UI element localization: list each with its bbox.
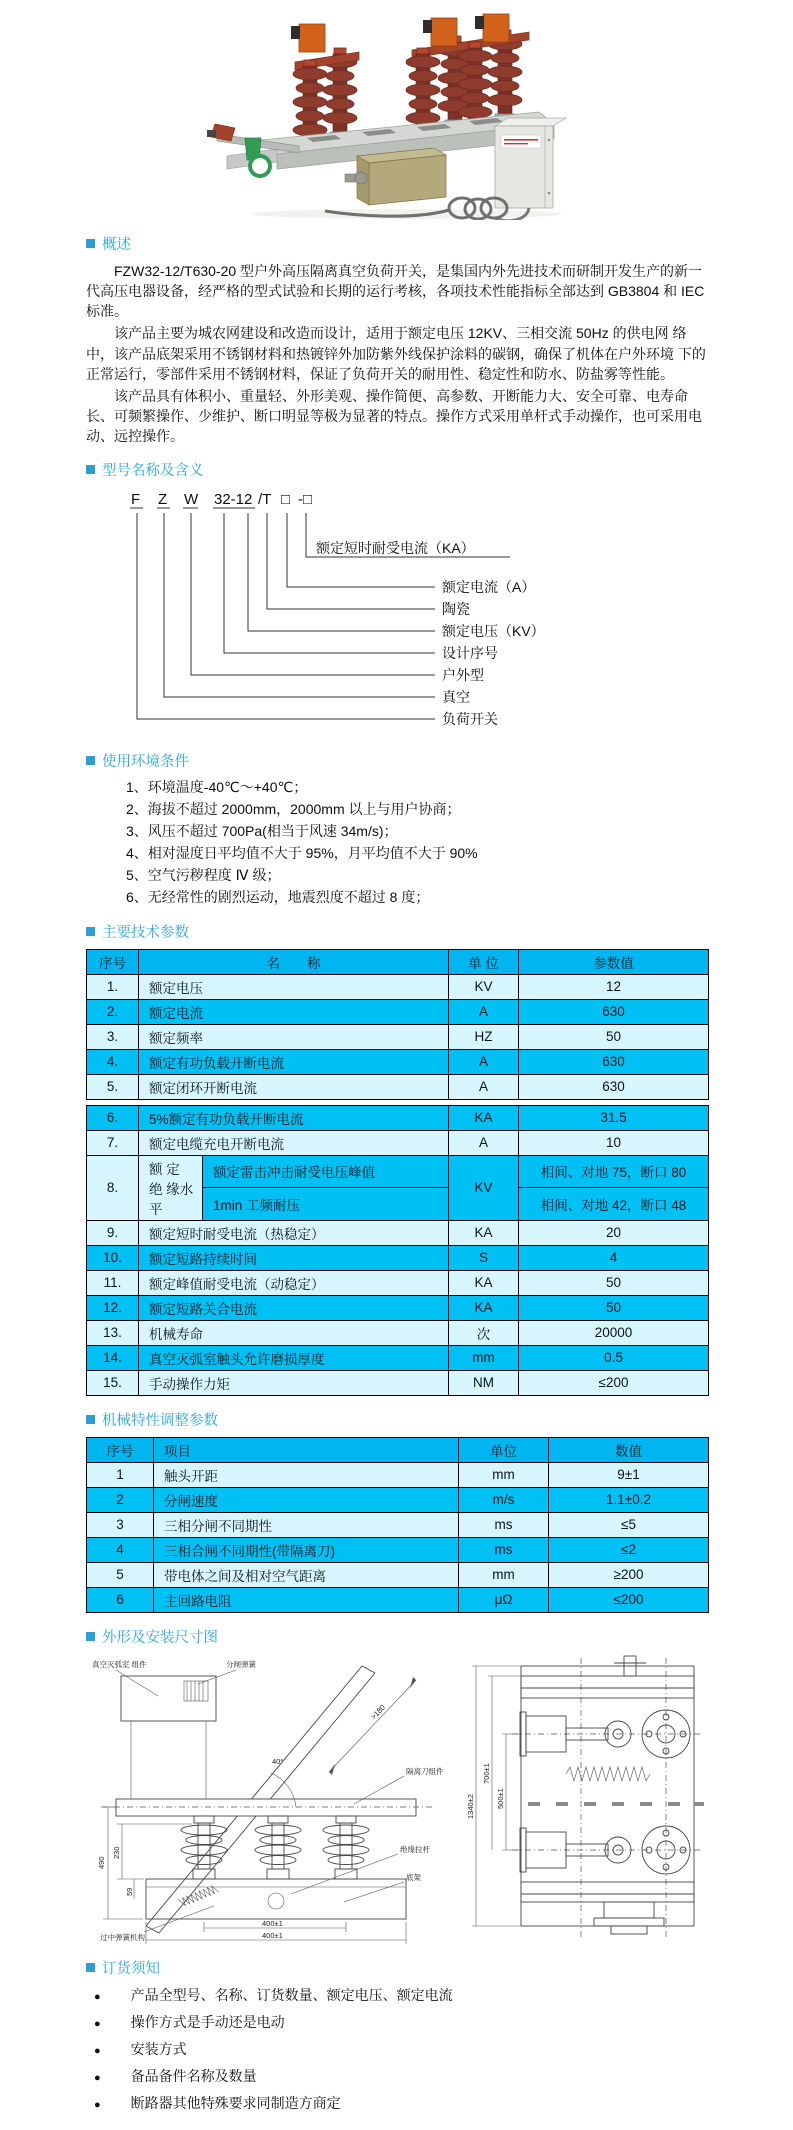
param-value: 1.1±0.2 [549, 1487, 709, 1512]
dimensions-title-text: 外形及安装尺寸图 [102, 1629, 218, 1646]
bullet-icon: ● [94, 2044, 101, 2057]
bullet-icon: ● [94, 1990, 101, 2003]
param-index: 3 [87, 1512, 154, 1537]
param-unit: mm [449, 1345, 519, 1370]
mech-param-row [87, 1537, 709, 1562]
overview-paragraph: 该产品主要为城农网建设和改造而设计，适用于额定电压 12KV、三相交流 50Hz 的供电网 络中，该产品底架采用不锈钢材料和热镀锌外加防紫外线保护涂料的碳钢，确保了机体在户外环境 下的正常运行，零部件采用不锈钢材料，保证了负荷开关的耐用性、稳定性和防水、防盐雾等性能。 [86, 325, 706, 382]
tech-param-row [87, 974, 709, 999]
param-name: 分闸速度 [154, 1487, 459, 1512]
param-name: 5%额定有功负载开断电流 [139, 1105, 449, 1130]
param-value: 相间、对地 42，断口 48 [519, 1188, 709, 1221]
mech-param-row [87, 1462, 709, 1487]
param-value: ≤5 [549, 1512, 709, 1537]
mech-table-header: 单位 [459, 1437, 549, 1462]
section-ordering [86, 1957, 708, 2113]
param-index: 2. [87, 999, 139, 1024]
param-name: 手动操作力矩 [139, 1370, 449, 1395]
model-label: 负荷开关 [442, 711, 498, 728]
param-index: 11. [87, 1270, 139, 1295]
mech-param-row [87, 1487, 709, 1512]
section-marker-icon [86, 1632, 95, 1641]
section-marker-icon [86, 465, 95, 474]
product-photo-area [0, 0, 793, 220]
tech-param-row [87, 1074, 709, 1099]
param-unit: KA [449, 1295, 519, 1320]
environment-list [86, 778, 708, 907]
bullet-icon: ● [94, 2071, 101, 2084]
param-index: 14. [87, 1345, 139, 1370]
model-label: 户外型 [442, 667, 484, 684]
param-index: 2 [87, 1487, 154, 1512]
param-unit: HZ [449, 1024, 519, 1049]
model-label: 额定电流（A） [442, 579, 536, 596]
product-photo [207, 8, 587, 220]
param-unit: A [449, 1130, 519, 1155]
param-unit: KA [449, 1270, 519, 1295]
overview-paragraph: FZW32-12/T630-20 型户外高压隔离真空负荷开关，是集国内外先进技术而研制开发生产的新一代高压电器设备，经严格的型式试验和长期的运行考核，各项技术性能指标全部达到 GB3804 和 IEC 标准。 [86, 263, 705, 320]
param-index: 12. [87, 1295, 139, 1320]
environment-item: 5、空气污秽程度 Ⅳ 级； [126, 866, 281, 883]
param-index: 4 [87, 1537, 154, 1562]
param-name: 三相合闸不同期性(带隔离刀) [154, 1537, 459, 1562]
param-value: 相间、对地 75，断口 80 [519, 1155, 709, 1188]
ordering-item-text: 产品全型号、名称、订货数量、额定电压、额定电流 [130, 1986, 453, 2003]
tech-params-title-text: 主要技术参数 [102, 924, 189, 941]
param-index: 5 [87, 1562, 154, 1587]
param-name: 带电体之间及相对空气距离 [154, 1562, 459, 1587]
tech-param-row [87, 1295, 709, 1320]
param-name: 主回路电阻 [154, 1587, 459, 1612]
dim-diagonal: >180 [368, 1702, 387, 1722]
param-name: 三相分闸不同期性 [154, 1512, 459, 1537]
param-value: 20000 [519, 1320, 709, 1345]
param-name: 额定电压 [139, 974, 449, 999]
tech-param-row [87, 1370, 709, 1395]
param-value: 630 [519, 1049, 709, 1074]
dimension-drawings [86, 1654, 708, 1944]
dim-400: 400±1 [262, 1918, 283, 1928]
overview-title [86, 233, 708, 254]
tech-param-row [87, 1024, 709, 1049]
section-marker-icon [86, 927, 95, 936]
model-code-segment: F [131, 491, 141, 509]
tech-param-row [87, 1320, 709, 1345]
model-label: 陶瓷 [442, 601, 470, 618]
param-value: ≥200 [549, 1562, 709, 1587]
mech-param-row [87, 1587, 709, 1612]
environment-item: 4、相对湿度日平均值不大于 95%，月平均值不大于 90% [126, 845, 478, 862]
section-marker-icon [86, 1963, 95, 1972]
environment-item: 6、无经常性的剧烈运动，地震烈度不超过 8 度； [126, 888, 430, 905]
dim-230: 230 [112, 1846, 121, 1859]
dim-700: 700±1 [482, 1762, 491, 1784]
param-unit: A [449, 1074, 519, 1099]
dim-490: 490 [97, 1856, 106, 1869]
model-label: 额定短时耐受电流（KA） [316, 540, 475, 557]
param-value: 20 [519, 1220, 709, 1245]
part-label-isolating-knife: 隔离刀组件 [406, 1766, 444, 1776]
param-index: 4. [87, 1049, 139, 1074]
param-unit: ms [459, 1537, 549, 1562]
model-code-segment: □ [281, 491, 291, 509]
environment-item: 1、环境温度-40℃～+40℃； [126, 779, 308, 796]
section-mech-params [86, 1409, 708, 1613]
tech-table-header: 参数值 [519, 949, 709, 974]
param-name: 1min 工频耐压 [203, 1188, 449, 1221]
model-label: 额定电压（KV） [442, 623, 545, 640]
section-marker-icon [86, 239, 95, 248]
tech-table-header: 序号 [87, 949, 139, 974]
bullet-icon: ● [94, 2017, 101, 2030]
param-unit: KV [449, 974, 519, 999]
tech-table-header-row [87, 949, 709, 974]
ordering-title-text: 订货须知 [102, 1960, 160, 1977]
tech-param-row [87, 1130, 709, 1155]
mech-params-title-text: 机械特性调整参数 [102, 1412, 218, 1429]
param-index: 13. [87, 1320, 139, 1345]
dim-400b: 400±1 [262, 1930, 283, 1940]
param-value: 50 [519, 1024, 709, 1049]
tech-param-row [87, 1345, 709, 1370]
param-value: 31.5 [519, 1105, 709, 1130]
param-name: 触头开距 [154, 1462, 459, 1487]
param-value: 630 [519, 1074, 709, 1099]
param-unit: KV [449, 1155, 519, 1220]
param-value: ≤2 [549, 1537, 709, 1562]
param-name: 额定频率 [139, 1024, 449, 1049]
section-model-designation [86, 459, 708, 737]
param-value: 10 [519, 1130, 709, 1155]
model-code-segment: /T [258, 491, 272, 509]
section-tech-params [86, 921, 708, 1396]
param-index: 10. [87, 1245, 139, 1270]
bullet-icon: ● [94, 2098, 101, 2111]
param-value: 12 [519, 974, 709, 999]
mech-table-header: 序号 [87, 1437, 154, 1462]
param-index: 9. [87, 1220, 139, 1245]
model-code-segment: 32-12 [214, 491, 253, 509]
param-unit: m/s [459, 1487, 549, 1512]
tech-param-row [87, 1049, 709, 1074]
model-label: 真空 [442, 689, 470, 706]
outline-drawing-side-view [86, 1654, 466, 1944]
section-environment [86, 750, 708, 907]
param-value: 9±1 [549, 1462, 709, 1487]
param-unit: ms [459, 1512, 549, 1537]
param-name: 额定短路持续时间 [139, 1245, 449, 1270]
mech-params-table [86, 1437, 709, 1613]
mech-table-header: 项目 [154, 1437, 459, 1462]
tech-param-row [87, 1270, 709, 1295]
param-unit: μΩ [459, 1587, 549, 1612]
part-label-vacuum-interrupter: 真空灭弧室 组件 [92, 1659, 147, 1669]
model-code-segment: -□ [298, 491, 313, 509]
section-overview [86, 233, 708, 446]
model-code-segment: W [184, 491, 199, 509]
param-value: 50 [519, 1295, 709, 1320]
tech-table-header: 单 位 [449, 949, 519, 974]
param-unit: 次 [449, 1320, 519, 1345]
section-dimensions [86, 1626, 708, 1944]
param-unit: A [449, 1049, 519, 1074]
param-name: 额定短路关合电流 [139, 1295, 449, 1320]
param-unit: mm [459, 1462, 549, 1487]
ordering-item-text: 操作方式是手动还是电动 [130, 2013, 285, 2030]
mech-params-title [86, 1409, 708, 1430]
param-name: 额定电流 [139, 999, 449, 1024]
param-index: 6 [87, 1587, 154, 1612]
model-title [86, 459, 708, 480]
param-index: 7. [87, 1130, 139, 1155]
param-group: 额 定 绝 缘水平 [139, 1155, 203, 1220]
model-title-text: 型号名称及含义 [102, 463, 204, 480]
ordering-item-text: 备品备件名称及数量 [130, 2067, 257, 2084]
dim-59: 59 [125, 1887, 134, 1896]
param-index: 15. [87, 1370, 139, 1395]
outline-drawing-front-view [466, 1654, 708, 1944]
ordering-item [86, 2093, 708, 2113]
ordering-item-text: 安装方式 [130, 2040, 187, 2057]
param-value: 50 [519, 1270, 709, 1295]
mech-param-row [87, 1512, 709, 1537]
model-label: 设计序号 [442, 645, 498, 662]
model-designation-diagram [90, 487, 650, 732]
param-unit: mm [459, 1562, 549, 1587]
mech-table-header: 数值 [549, 1437, 709, 1462]
overview-title-text: 概述 [102, 237, 131, 253]
ordering-item [86, 1985, 708, 2005]
tech-param-row [87, 1105, 709, 1130]
mech-param-row [87, 1562, 709, 1587]
param-name: 额定峰值耐受电流（动稳定） [139, 1270, 449, 1295]
param-index: 8. [87, 1155, 139, 1220]
ordering-title [86, 1957, 708, 1978]
param-name: 机械寿命 [139, 1320, 449, 1345]
param-unit: KA [449, 1105, 519, 1130]
tech-params-table [86, 949, 709, 1100]
part-label-opening-spring: 分闸弹簧 [226, 1659, 256, 1669]
tech-param-row [87, 999, 709, 1024]
param-unit: A [449, 999, 519, 1024]
dim-500: 500±1 [496, 1787, 505, 1809]
param-index: 3. [87, 1024, 139, 1049]
part-label-insulating-rod: 绝缘拉杆 [400, 1844, 430, 1854]
ordering-list [86, 1985, 708, 2113]
param-name: 额定雷击冲击耐受电压峰值 [203, 1155, 449, 1188]
param-index: 1 [87, 1462, 154, 1487]
environment-title [86, 750, 708, 771]
tech-params-title [86, 921, 708, 942]
dim-angle: 40° [272, 1756, 284, 1766]
dimensions-title [86, 1626, 708, 1647]
tech-param-row [87, 1155, 709, 1188]
param-unit: KA [449, 1220, 519, 1245]
param-index: 1. [87, 974, 139, 999]
overview-paragraph: 该产品具有体积小、重量轻、外形美观、操作简便、高参数、开断能力大、安全可靠、电寿命长、可频繁操作、少维护、断口明显等极为显著的特点。操作方式采用单杆式手动操作，也可采用电动、远控操作。 [86, 387, 702, 445]
ordering-item [86, 2039, 708, 2059]
param-index: 5. [87, 1074, 139, 1099]
environment-item: 3、风压不超过 700Pa(相当于风速 34m/s)； [126, 823, 398, 840]
param-value: 0.5 [519, 1345, 709, 1370]
param-value: 630 [519, 999, 709, 1024]
param-unit: NM [449, 1370, 519, 1395]
dim-1340: 1340±2 [466, 1793, 475, 1819]
tech-params-table-continued [86, 1105, 709, 1396]
param-value: ≤200 [519, 1370, 709, 1395]
param-name: 额定短时耐受电流（热稳定） [139, 1220, 449, 1245]
part-label-overcenter-spring: 过中弹簧机构 [100, 1932, 145, 1942]
environment-item: 2、海拔不超过 2000mm，2000mm 以上与用户协商； [126, 801, 461, 818]
param-value: ≤200 [549, 1587, 709, 1612]
ordering-item-text: 断路器其他特殊要求同制造方商定 [130, 2094, 341, 2111]
mech-table-header-row [87, 1437, 709, 1462]
param-value: 4 [519, 1245, 709, 1270]
tech-param-row [87, 1220, 709, 1245]
param-name: 额定电缆充电开断电流 [139, 1130, 449, 1155]
ordering-item [86, 2012, 708, 2032]
tech-param-row [87, 1245, 709, 1270]
section-marker-icon [86, 756, 95, 765]
param-index: 6. [87, 1105, 139, 1130]
param-name: 真空灭弧室触头允许磨损厚度 [139, 1345, 449, 1370]
section-marker-icon [86, 1415, 95, 1424]
environment-title-text: 使用环境条件 [102, 754, 189, 771]
tech-table-header: 名 称 [139, 949, 449, 974]
param-name: 额定有功负载开断电流 [139, 1049, 449, 1074]
ordering-item [86, 2066, 708, 2086]
part-label-base-frame: 底架 [406, 1872, 421, 1882]
param-name: 额定闭环开断电流 [139, 1074, 449, 1099]
model-code-segment: Z [158, 491, 168, 509]
param-unit: S [449, 1245, 519, 1270]
